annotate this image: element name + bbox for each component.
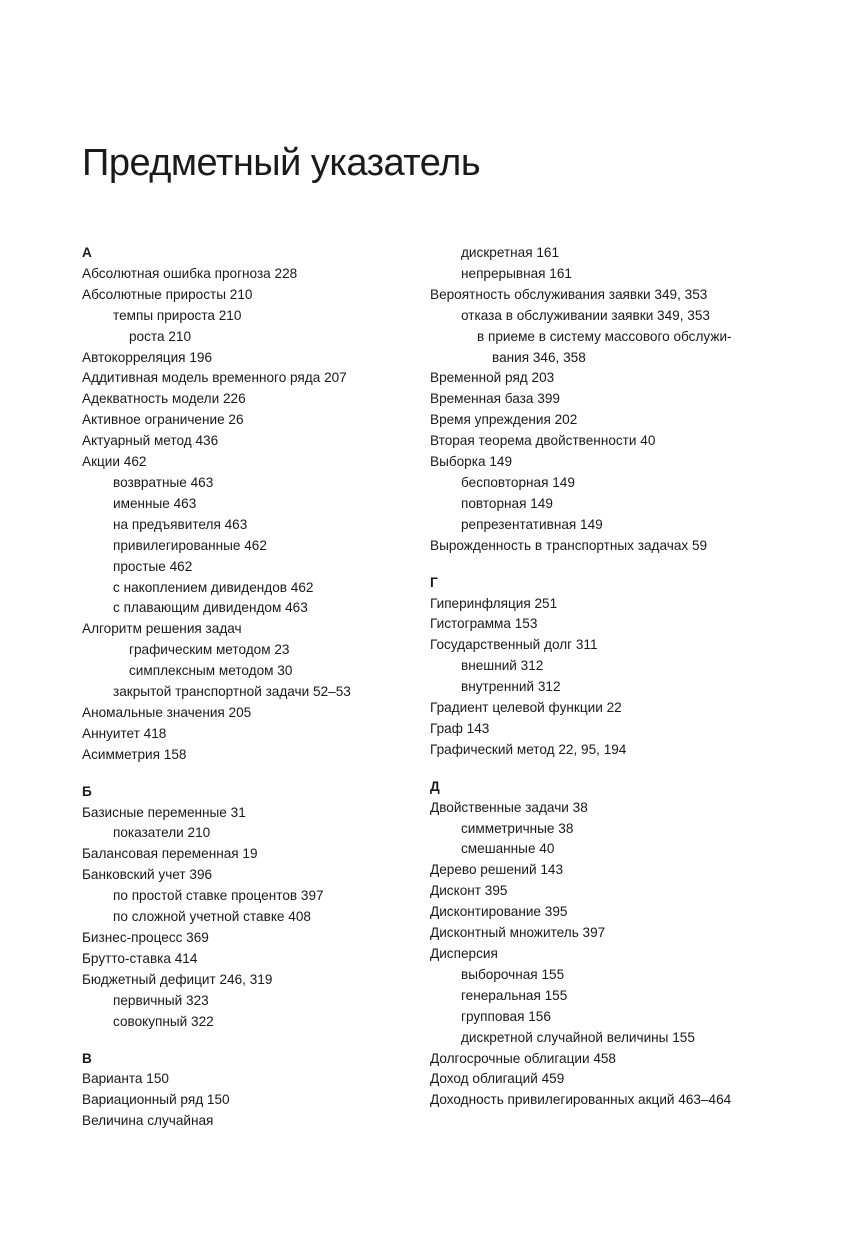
index-entry: Временная база 399 [430, 391, 560, 407]
index-entry: Доходность привилегированных акций 463–464 [430, 1092, 732, 1108]
index-entry: Вероятность обслуживания заявки 349, 353 [430, 286, 708, 302]
index-entry: Аномальные значения 205 [82, 704, 252, 720]
index-subentry: непрерывная 161 [461, 265, 572, 281]
index-entry: Бюджетный дефицит 246, 319 [82, 971, 273, 987]
index-entry: Алгоритм решения задач [82, 621, 242, 637]
index-entry: Двойственные задачи 38 [430, 799, 588, 815]
index-subentry: повторная 149 [461, 495, 553, 511]
index-subentry: показатели 210 [113, 825, 211, 841]
section-gap [430, 761, 830, 777]
index-entry: Аддитивная модель временного ряда 207 [82, 370, 347, 386]
index-entry: Абсолютная ошибка прогноза 228 [82, 265, 298, 281]
index-subentry: первичный 323 [113, 992, 209, 1008]
section-letter: Б [82, 783, 92, 799]
index-entry: Дисконтный множитель 397 [430, 925, 606, 941]
index-subentry: темпы прироста 210 [113, 307, 242, 323]
index-subentry: совокупный 322 [113, 1013, 214, 1029]
index-entry: Графический метод 22, 95, 194 [430, 741, 627, 757]
index-entry: Дисконтирование 395 [430, 904, 568, 920]
index-column-right [430, 243, 830, 1111]
index-entry: Акции 462 [82, 454, 147, 470]
index-subentry: роста 210 [129, 328, 192, 344]
index-entry: Автокорреляция 196 [82, 349, 213, 365]
index-entry: Дерево решений 143 [430, 862, 564, 878]
index-subentry: в приеме в систему массового обслужи- [477, 328, 732, 344]
index-entry: Бизнес-процесс 369 [82, 930, 209, 945]
index-entry: Градиент целевой функции 22 [430, 700, 622, 716]
index-subentry: дискретная 161 [461, 245, 560, 260]
index-entry: Время упреждения 202 [430, 412, 578, 428]
section-gap [82, 1033, 462, 1049]
index-subentry: графическим методом 23 [129, 642, 290, 658]
index-subentry: выборочная 155 [461, 966, 565, 982]
index-subentry: генеральная 155 [461, 987, 568, 1003]
index-entry: Вторая теорема двойственности 40 [430, 433, 656, 449]
index-subentry: смешанные 40 [461, 841, 555, 857]
index-subentry: по сложной учетной ставке 408 [113, 909, 311, 925]
index-subentry: простые 462 [113, 558, 193, 574]
index-entry: Брутто-ставка 414 [82, 950, 198, 966]
index-entry: Абсолютные приросты 210 [82, 286, 253, 302]
index-entry: Вариационный ряд 150 [82, 1092, 230, 1108]
index-subentry: по простой ставке процентов 397 [113, 888, 324, 904]
index-subentry: закрытой транспортной задачи 52–53 [113, 684, 351, 700]
index-entry: Государственный долг 311 [430, 637, 598, 653]
index-subentry: вания 346, 358 [492, 349, 586, 365]
index-subentry: с плавающим дивидендом 463 [113, 600, 308, 616]
index-entry: Гиперинфляция 251 [430, 595, 558, 611]
index-subentry: привилегированные 462 [113, 537, 267, 553]
index-subentry: с накоплением дивидендов 462 [113, 579, 314, 595]
index-entry: Выборка 149 [430, 454, 513, 470]
index-subentry: на предъявителя 463 [113, 516, 248, 532]
index-subentry: бесповторная 149 [461, 474, 575, 490]
section-letter: Д [430, 778, 440, 794]
index-entry: Базисные переменные 31 [82, 804, 246, 820]
index-entry: Долгосрочные облигации 458 [430, 1050, 616, 1066]
index-entry: Гистограмма 153 [430, 616, 538, 632]
index-entry: Адекватность модели 226 [82, 391, 246, 407]
index-entry: Асимметрия 158 [82, 746, 187, 762]
section-letter: Г [430, 574, 438, 590]
index-entry: Доход облигаций 459 [430, 1071, 565, 1087]
index-subentry: дискретной случайной величины 155 [461, 1029, 695, 1045]
section-letter: В [82, 1050, 92, 1066]
section-gap [430, 557, 830, 573]
index-entry: Вырожденность в транспортных задачах 59 [430, 537, 708, 553]
index-subentry: отказа в обслуживании заявки 349, 353 [461, 307, 710, 323]
index-entry: Величина случайная [82, 1113, 214, 1129]
index-subentry: внешний 312 [461, 658, 544, 674]
index-entry: Дисконт 395 [430, 883, 508, 899]
index-entry: Балансовая переменная 19 [82, 846, 258, 862]
index-entry: Аннуитет 418 [82, 725, 167, 741]
index-subentry: симплексным методом 30 [129, 663, 293, 679]
index-entry: Активное ограничение 26 [82, 412, 244, 428]
index-entry: Дисперсия [430, 946, 498, 961]
section-letter: А [82, 245, 92, 260]
index-subentry: симметричные 38 [461, 820, 574, 836]
index-entry: Временной ряд 203 [430, 370, 555, 386]
index-column-left [82, 243, 462, 1132]
index-entry: Актуарный метод 436 [82, 433, 219, 449]
index-entry: Варианта 150 [82, 1071, 169, 1087]
index-entry: Граф 143 [430, 720, 490, 736]
index-subentry: именные 463 [113, 495, 197, 511]
section-gap [82, 766, 462, 782]
index-subentry: возвратные 463 [113, 474, 214, 490]
index-subentry: внутренний 312 [461, 679, 561, 695]
index-entry: Банковский учет 396 [82, 867, 213, 883]
index-subentry: репрезентативная 149 [461, 516, 603, 532]
index-subentry: групповая 156 [461, 1008, 551, 1024]
page-title: Предметный указатель [82, 142, 481, 184]
